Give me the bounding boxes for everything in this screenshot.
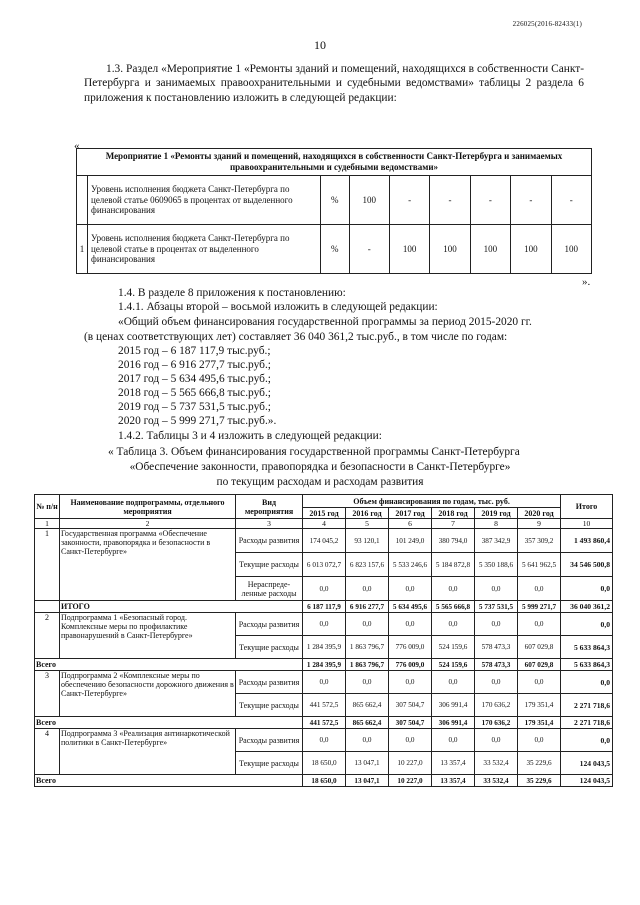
- sum-label: Всего: [35, 775, 303, 787]
- value-cell: 387 342,9: [475, 529, 518, 553]
- sum-label: ИТОГО: [60, 601, 303, 613]
- column-index: 9: [518, 519, 561, 529]
- expense-type: Расходы развития: [236, 529, 303, 553]
- table-row: [35, 729, 613, 752]
- sum-label: Всего: [35, 717, 303, 729]
- value-cell: 10 227,0: [389, 752, 432, 775]
- total-cell: 0,0: [561, 577, 613, 601]
- row-number: 3: [35, 671, 60, 717]
- value-cell: 179 351,4: [518, 717, 561, 729]
- value-cell: 18 650,0: [303, 775, 346, 787]
- value-cell: 0,0: [475, 671, 518, 694]
- section-1-4-2: 1.4.2. Таблицы 3 и 4 изложить в следующей редакции:: [118, 430, 382, 442]
- funding-line-2: (в ценах соответствующих лет) составляет 36 040 361,2 тыс.руб., в том числе по годам:: [84, 331, 508, 343]
- col-header-year: 2017 год: [389, 508, 432, 519]
- column-index: 7: [432, 519, 475, 529]
- col-header-name: Наименование подпрограммы, отдельного мероприятия: [60, 495, 236, 519]
- value-cell: 1 863 796,7: [346, 659, 389, 671]
- value-cell: 100: [430, 225, 470, 274]
- expense-type: Текущие расходы: [236, 636, 303, 659]
- value-cell: 13 357,4: [432, 775, 475, 787]
- value-cell: -: [389, 176, 429, 225]
- opening-quote: «: [74, 140, 80, 152]
- total-cell: 0,0: [561, 671, 613, 694]
- value-cell: 0,0: [432, 729, 475, 752]
- value-cell: 865 662,4: [346, 694, 389, 717]
- expense-type: Нераспреде-ленные расходы: [236, 577, 303, 601]
- value-cell: 5 533 246,6: [389, 553, 432, 577]
- row-mark: [77, 176, 88, 225]
- value-cell: -: [470, 176, 510, 225]
- total-cell: 0,0: [561, 613, 613, 636]
- table3-caption-line-2: «Обеспечение законности, правопорядка и безопасности в Санкт-Петербурге»: [129, 461, 511, 473]
- value-cell: 357 309,2: [518, 529, 561, 553]
- value-cell: 306 991,4: [432, 694, 475, 717]
- indicator-name: Уровень исполнения бюджета Санкт-Петербурга по целевой статье 0609065 в процентах от выделенного финансирования: [88, 176, 321, 225]
- value-cell: 0,0: [389, 577, 432, 601]
- value-cell: 0,0: [303, 671, 346, 694]
- value-cell: 13 047,1: [346, 752, 389, 775]
- column-index: 3: [236, 519, 303, 529]
- value-cell: 0,0: [346, 613, 389, 636]
- value-cell: 0,0: [389, 729, 432, 752]
- value-cell: 5 634 495,6: [389, 601, 432, 613]
- subprogram-name: Подпрограмма 1 «Безопасный город. Комплексные меры по профилактике правонарушений в Санкт-Петербурге»: [60, 613, 236, 659]
- value-cell: 0,0: [389, 671, 432, 694]
- total-cell: 2 271 718,6: [561, 717, 613, 729]
- value-cell: 6 916 277,7: [346, 601, 389, 613]
- indicator-name: Уровень исполнения бюджета Санкт-Петербурга по целевой статье в процентах от выделенного финансирования: [88, 225, 321, 274]
- col-header-volume: Объем финансирования по годам, тыс. руб.: [303, 495, 561, 508]
- value-cell: 0,0: [346, 671, 389, 694]
- table-row: [35, 529, 613, 553]
- unit-cell: %: [321, 176, 350, 225]
- total-cell: 5 633 864,3: [561, 636, 613, 659]
- col-header-no: № п/н: [35, 495, 60, 519]
- value-cell: 865 662,4: [346, 717, 389, 729]
- year-line: 2018 год – 5 565 666,8 тыс.руб.;: [118, 387, 271, 399]
- value-cell: 5 350 188,6: [475, 553, 518, 577]
- table3-caption-line-1: « Таблица 3. Объем финансирования государственной программы Санкт-Петербурга: [108, 446, 520, 458]
- value-cell: 0,0: [303, 613, 346, 636]
- table-row: [77, 176, 592, 225]
- total-cell: 36 040 361,2: [561, 601, 613, 613]
- column-index: 5: [346, 519, 389, 529]
- expense-type: Расходы развития: [236, 613, 303, 636]
- value-cell: 5 565 666,8: [432, 601, 475, 613]
- col-header-year: 2015 год: [303, 508, 346, 519]
- col-header-type: Вид мероприятия: [236, 495, 303, 519]
- column-index: 8: [475, 519, 518, 529]
- value-cell: -: [349, 225, 389, 274]
- row-mark: 1: [77, 225, 88, 274]
- value-cell: 13 357,4: [432, 752, 475, 775]
- value-cell: 380 794,0: [432, 529, 475, 553]
- col-header-year: 2019 год: [475, 508, 518, 519]
- total-cell: 124 043,5: [561, 752, 613, 775]
- total-cell: 0,0: [561, 729, 613, 752]
- value-cell: 100: [551, 225, 591, 274]
- column-index-row: [35, 519, 613, 529]
- table-row-total: [35, 659, 613, 671]
- value-cell: 441 572,5: [303, 717, 346, 729]
- value-cell: 18 650,0: [303, 752, 346, 775]
- expense-type: Расходы развития: [236, 729, 303, 752]
- column-index: 10: [561, 519, 613, 529]
- value-cell: 10 227,0: [389, 775, 432, 787]
- row-number: 4: [35, 729, 60, 775]
- value-cell: 101 249,0: [389, 529, 432, 553]
- expense-type: Текущие расходы: [236, 752, 303, 775]
- table-row: [35, 671, 613, 694]
- value-cell: 6 013 072,7: [303, 553, 346, 577]
- value-cell: 607 029,8: [518, 659, 561, 671]
- value-cell: 100: [389, 225, 429, 274]
- value-cell: 174 045,2: [303, 529, 346, 553]
- value-cell: 0,0: [432, 577, 475, 601]
- value-cell: 0,0: [518, 729, 561, 752]
- value-cell: -: [511, 176, 551, 225]
- document-id: 226025(2016-82433(1): [512, 20, 582, 28]
- value-cell: 307 504,7: [389, 694, 432, 717]
- value-cell: 35 229,6: [518, 752, 561, 775]
- closing-quote: ».: [582, 276, 591, 288]
- table-row: [35, 613, 613, 636]
- value-cell: -: [430, 176, 470, 225]
- value-cell: 170 636,2: [475, 717, 518, 729]
- value-cell: 0,0: [346, 729, 389, 752]
- year-line: 2016 год – 6 916 277,7 тыс.руб.;: [118, 359, 271, 371]
- unit-cell: %: [321, 225, 350, 274]
- col-header-year: 2016 год: [346, 508, 389, 519]
- value-cell: 5 184 872,8: [432, 553, 475, 577]
- value-cell: 307 504,7: [389, 717, 432, 729]
- value-cell: 1 284 395,9: [303, 659, 346, 671]
- value-cell: 306 991,4: [432, 717, 475, 729]
- expense-type: Текущие расходы: [236, 694, 303, 717]
- table-row: [77, 225, 592, 274]
- value-cell: 5 737 531,5: [475, 601, 518, 613]
- row-number: 2: [35, 613, 60, 659]
- value-cell: 5 641 962,5: [518, 553, 561, 577]
- value-cell: 100: [470, 225, 510, 274]
- value-cell: 1 863 796,7: [346, 636, 389, 659]
- column-index: 1: [35, 519, 60, 529]
- expense-type: Текущие расходы: [236, 553, 303, 577]
- value-cell: 0,0: [518, 671, 561, 694]
- value-cell: 0,0: [303, 729, 346, 752]
- paragraph-1-3: 1.3. Раздел «Мероприятие 1 «Ремонты зданий и помещений, находящихся в собственности Санкт-Петербурга и занимаемых правоохранительными и судебными ведомствами» таблицы 2 раздела 6 приложения к постановлению изложить в следующей редакции:: [84, 63, 584, 104]
- table-3-financing: [34, 494, 613, 787]
- table2-header: Мероприятие 1 «Ремонты зданий и помещений, находящихся в собственности Санкт-Петербурга и занимаемых правоохранительными и судебными ведомствами»: [77, 149, 592, 176]
- section-1-4: 1.4. В разделе 8 приложения к постановлению:: [118, 287, 346, 299]
- sum-label: Всего: [35, 659, 303, 671]
- value-cell: 100: [349, 176, 389, 225]
- col-header-year: 2020 год: [518, 508, 561, 519]
- value-cell: 5 999 271,7: [518, 601, 561, 613]
- value-cell: 607 029,8: [518, 636, 561, 659]
- column-index: 2: [60, 519, 236, 529]
- funding-line-1: «Общий объем финансирования государственной программы за период 2015-2020 гг.: [118, 316, 532, 328]
- subprogram-name: Подпрограмма 2 «Комплексные меры по обеспечению безопасности дорожного движения в Санкт-Петербурге»: [60, 671, 236, 717]
- total-cell: 1 493 860,4: [561, 529, 613, 553]
- value-cell: 0,0: [475, 577, 518, 601]
- value-cell: 1 284 395,9: [303, 636, 346, 659]
- row-number: 1: [35, 529, 60, 601]
- table-row-total: [35, 717, 613, 729]
- table-row-total: [35, 775, 613, 787]
- value-cell: 6 823 157,6: [346, 553, 389, 577]
- year-line: 2015 год – 6 187 117,9 тыс.руб.;: [118, 345, 271, 357]
- value-cell: 179 351,4: [518, 694, 561, 717]
- table-2-measure-1: [76, 148, 592, 274]
- program-name: Государственная программа «Обеспечение законности, правопорядка и безопасности в Санкт-Петербурге»: [60, 529, 236, 601]
- value-cell: 0,0: [432, 671, 475, 694]
- value-cell: 0,0: [346, 577, 389, 601]
- value-cell: 0,0: [475, 613, 518, 636]
- section-1-4-1: 1.4.1. Абзацы второй – восьмой изложить в следующей редакции:: [118, 301, 438, 313]
- total-cell: 5 633 864,3: [561, 659, 613, 671]
- value-cell: 100: [511, 225, 551, 274]
- value-cell: 0,0: [432, 613, 475, 636]
- value-cell: 0,0: [518, 577, 561, 601]
- value-cell: 0,0: [389, 613, 432, 636]
- value-cell: 6 187 117,9: [303, 601, 346, 613]
- total-cell: 34 546 500,8: [561, 553, 613, 577]
- value-cell: 441 572,5: [303, 694, 346, 717]
- year-line: 2019 год – 5 737 531,5 тыс.руб.;: [118, 401, 271, 413]
- page-number: 10: [314, 38, 326, 52]
- value-cell: 524 159,6: [432, 636, 475, 659]
- col-header-total: Итого: [561, 495, 613, 519]
- table-row-total: [35, 601, 613, 613]
- value-cell: 0,0: [303, 577, 346, 601]
- year-line: 2017 год – 5 634 495,6 тыс.руб.;: [118, 373, 271, 385]
- value-cell: 578 473,3: [475, 659, 518, 671]
- value-cell: 776 009,0: [389, 659, 432, 671]
- col-header-year: 2018 год: [432, 508, 475, 519]
- value-cell: 13 047,1: [346, 775, 389, 787]
- value-cell: 33 532,4: [475, 752, 518, 775]
- expense-type: Расходы развития: [236, 671, 303, 694]
- value-cell: 524 159,6: [432, 659, 475, 671]
- value-cell: 93 120,1: [346, 529, 389, 553]
- value-cell: 170 636,2: [475, 694, 518, 717]
- year-line: 2020 год – 5 999 271,7 тыс.руб.».: [118, 415, 277, 427]
- value-cell: 0,0: [518, 613, 561, 636]
- subprogram-name: Подпрограмма 3 «Реализация антинаркотической политики в Санкт-Петербурге»: [60, 729, 236, 775]
- total-cell: 2 271 718,6: [561, 694, 613, 717]
- value-cell: 0,0: [475, 729, 518, 752]
- value-cell: 33 532,4: [475, 775, 518, 787]
- value-cell: 35 229,6: [518, 775, 561, 787]
- column-index: 6: [389, 519, 432, 529]
- total-cell: 124 043,5: [561, 775, 613, 787]
- value-cell: -: [551, 176, 591, 225]
- table3-caption-line-3: по текущим расходам и расходам развития: [216, 476, 424, 488]
- value-cell: 776 009,0: [389, 636, 432, 659]
- column-index: 4: [303, 519, 346, 529]
- value-cell: 578 473,3: [475, 636, 518, 659]
